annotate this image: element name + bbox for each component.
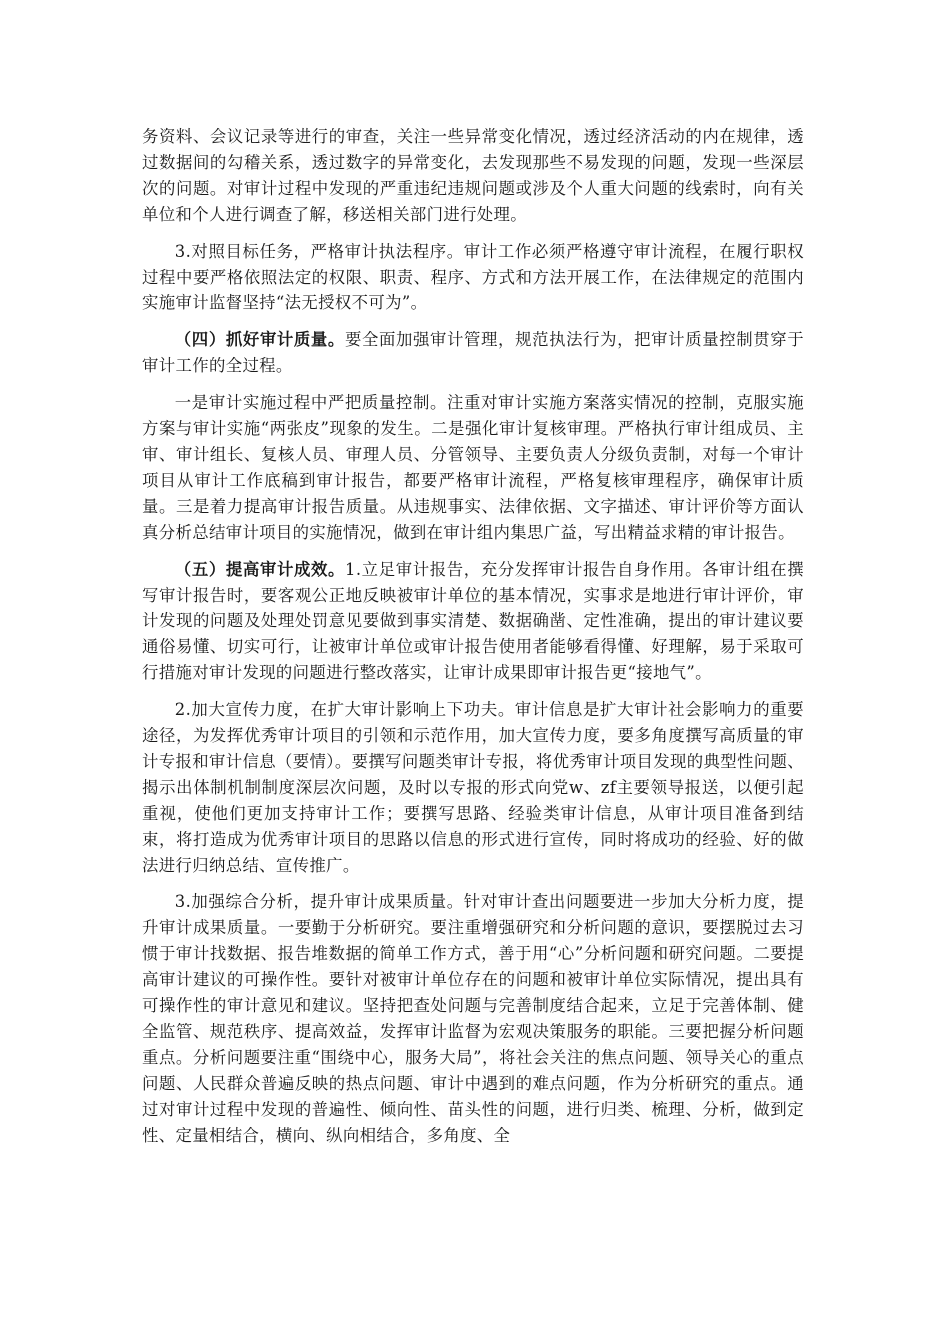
paragraph-audit-effect bbox=[142, 557, 804, 687]
section-text-4: 要全面加强审计管理，规范执法行为，把审计质量控制贯穿于审计工作的全过程。 bbox=[142, 330, 805, 376]
section-heading-5: （五）提高审计成效。 bbox=[174, 559, 346, 579]
paragraph-publicity: 2.加大宣传力度，在扩大审计影响上下功夫。审计信息是扩大审计社会影响力的重要途径，为发挥优秀审计项目的引领和示范作用，加大宣传力度，要多角度撰写高质量的审计专报和审计信息（要情）。要撰写问题类审计专报，将优秀审计项目发现的典型性问题、揭示出体制机制制度深层次问题，及时以专报的形式向党w、zf主要领导报送，以便引起重视，使他们更加支持审计工作；要撰写思路、经验类审计信息，从审计项目准备到结束，将打造成为优秀审计项目的思路以信息的形式进行宣传，同时将成功的经验、好的做法进行归纳总结、宣传推广。 bbox=[142, 700, 804, 875]
paragraph-audit-quality bbox=[142, 327, 804, 379]
section-text-5: 1.立足审计报告，充分发挥审计报告自身作用。各审计组在撰写审计报告时，要客观公正地反映被审计单位的基本情况，实事求是地进行审计评价，审计发现的问题及处理处罚意见要做到事实清楚、数据确凿、定性准确，提出的审计建议要通俗易懂、切实可行，让被审计单位或审计报告使用者能够看得懂、好理解，易于采取可行措施对审计发现的问题进行整改落实，让审计成果即审计报告更“接地气”。 bbox=[142, 559, 805, 683]
paragraph-quality-control: 一是审计实施过程中严把质量控制。注重对审计实施方案落实情况的控制，克服实施方案与审计实施“两张皮”现象的发生。二是强化审计复核审理。严格执行审计组成员、主审、审计组长、复核人员、审理人员、分管领导、主要负责人分级负责制，对每一个审计项目从审计工作底稿到审计报告，都要严格审计流程，严格复核审理程序，确保审计质量。三是着力提高审计报告质量。从违规事实、法律依据、文字描述、审计评价等方面认真分析总结审计项目的实施情况，做到在审计组内集思广益，写出精益求精的审计报告。 bbox=[142, 393, 804, 542]
paragraph-audit-procedure: 3.对照目标任务，严格审计执法程序。审计工作必须严格遵守审计流程，在履行职权过程中要严格依照法定的权限、职责、程序、方式和方法开展工作，在法律规定的范围内实施审计监督坚持“法无授权不可为”。 bbox=[142, 241, 804, 313]
paragraph-continuation: 务资料、会议记录等进行的审查，关注一些异常变化情况，透过经济活动的内在规律，透过数据间的勾稽关系，透过数字的异常变化，去发现那些不易发现的问题，发现一些深层次的问题。对审计过程中发现的严重违纪违规问题或涉及个人重大问题的线索时，向有关单位和个人进行调查了解，移送相关部门进行处理。 bbox=[142, 127, 804, 224]
paragraph-analysis: 3.加强综合分析，提升审计成果质量。针对审计查出问题要进一步加大分析力度，提升审计成果质量。一要勤于分析研究。要注重增强研究和分析问题的意识，要摆脱过去习惯于审计找数据、报告堆数据的简单工作方式，善于用“心”分析问题和研究问题。二要提高审计建议的可操作性。要针对被审计单位存在的问题和被审计单位实际情况，提出具有可操作性的审计意见和建议。坚持把查处问题与完善制度结合起来，立足于完善体制、健全监管、规范秩序、提高效益，发挥审计监督为宏观决策服务的职能。三要把握分析问题重点。分析问题要注重“围绕中心，服务大局”，将社会关注的焦点问题、领导关心的重点问题、人民群众普遍反映的热点问题、审计中遇到的难点问题，作为分析研究的重点。通过对审计过程中发现的普遍性、倾向性、苗头性的问题，进行归类、梳理、分析，做到定性、定量相结合，横向、纵向相结合，多角度、全 bbox=[142, 892, 804, 1145]
section-heading-4: （四）抓好审计质量。 bbox=[174, 330, 345, 350]
document-body bbox=[142, 124, 804, 1149]
